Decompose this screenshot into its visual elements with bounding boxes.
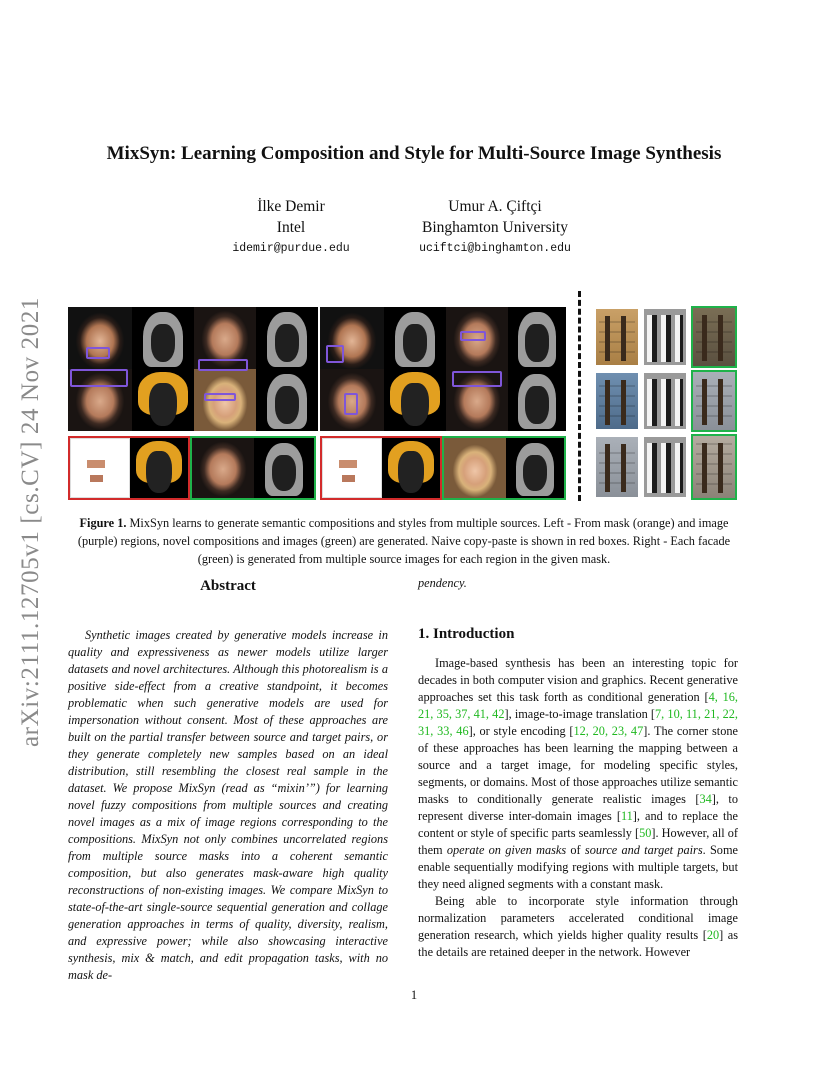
image-region-box [344, 393, 358, 415]
text-run: ], to represent diverse inter-domain images [ [418, 792, 738, 823]
arxiv-stamp [14, 282, 48, 762]
copy-paste-result-frame [320, 436, 442, 500]
generated-result-frame [190, 436, 316, 500]
abstract-continuation: pendency. [418, 576, 467, 590]
copy-paste-image [322, 438, 382, 498]
text-run: ], image-to-image translation [ [504, 707, 656, 721]
author-email: idemir@purdue.edu [232, 242, 350, 255]
facade-source [596, 309, 638, 365]
text-run: ] as the details are retained deeper in the network. However [418, 928, 738, 959]
citation-link[interactable]: 50 [639, 826, 652, 840]
generated-facade [693, 372, 735, 430]
text-run: ]. The corner stone of these approaches has been learning the mapping between a source and a target image, for modeling specific styles, segments, or domains. Most of those approaches utilize semantic masks to conditionally generate realistic images [ [418, 724, 738, 806]
citation-link[interactable]: 7, 10, 11, 21, 22, 31, 33, 46 [418, 707, 738, 738]
image-region-box [460, 331, 486, 341]
image-region-box [204, 393, 236, 401]
face-mask [508, 307, 566, 369]
generated-facade [693, 436, 735, 498]
paper-title: MixSyn: Learning Composition and Style for Multi-Source Image Synthesis [106, 143, 722, 164]
left-column [68, 575, 388, 984]
text-run: of [566, 843, 585, 857]
text-run: Being able to incorporate style information through normalization parameters accelerated conditional image generation research, which yields higher quality results [ [418, 894, 738, 942]
generated-face [192, 438, 254, 498]
generated-facade [693, 308, 735, 366]
facade-mask [644, 309, 686, 365]
intro-heading: 1. Introduction [418, 626, 515, 642]
facade-mask [644, 437, 686, 497]
intro-paragraph-1 [418, 655, 738, 893]
figure-divider [578, 291, 581, 501]
generated-facade-frame [691, 306, 737, 368]
face-mask [256, 307, 318, 369]
abstract-body: Synthetic images created by generative models increase in quality and expressiveness as newer models utilize larger datasets and novel architectures. Although this photorealism is a positive side-effect from a creative standpoint, it becomes problematic when such generative models are used for impersonation without consent. Most of these approaches are built on the partial transfer between source and target pairs, or they generate completely new samples based on an ideal distribution, still resembling the closest real sample in the dataset. We propose MixSyn (read as “mixin’”) for learning novel fuzzy compositions from multiple sources and creating novel images as a mix of image regions corresponding to the compositions. MixSyn not only combines uncorrelated regions from multiple source masks into a coherent semantic composition, but also generates mask-aware high quality reconstructions of non-existing images. We compare MixSyn to state-of-the-art single-source sequential generation and collage generation approaches in terms of quality, diversity, realism, and expressive power; while also showcasing interactive synthesis, mix & match, and edit propagation tasks, with no mask de- [68, 628, 388, 982]
generated-facade-frame [691, 434, 737, 500]
arxiv-id: arXiv:2111.12705v1 [cs.CV] 24 Nov 2021 [17, 296, 45, 748]
facade-source [596, 373, 638, 429]
text-run: . Some enable sequentially modifying regions with multiple targets, but they need aligned segments with a constant mask. [418, 843, 738, 891]
facade-mask [644, 373, 686, 429]
text-run: ]. However, all of them [418, 826, 739, 857]
generated-face [444, 438, 506, 498]
face-photo [68, 307, 132, 369]
generated-facade-frame [691, 370, 737, 432]
face-mask [132, 369, 194, 431]
generated-mask [506, 438, 564, 498]
face-mask [384, 369, 446, 431]
author-block-2 [392, 196, 598, 255]
emphasis: operate on given masks [446, 843, 567, 857]
face-mask [384, 307, 446, 369]
author-email: uciftci@binghamton.edu [419, 242, 571, 255]
page-number: 1 [410, 988, 418, 1002]
figure-caption-text: MixSyn learns to generate semantic compositions and styles from multiple sources. Left - From mask (orange) and image (purple) regions, novel compositions and images (green) are generated. Naive copy-paste is shown in red boxes. Right - Each facade (green) is generated from multiple source images for each region in the given mask. [77, 516, 731, 566]
emphasis: source and target pairs [584, 843, 703, 857]
generated-result-frame [442, 436, 566, 500]
image-region-box [452, 371, 502, 387]
face-mask [508, 369, 566, 431]
composition-mask [130, 438, 188, 498]
image-region-box [198, 359, 248, 371]
author-name: Umur A. Çiftçi [448, 198, 542, 215]
face-mask [132, 307, 194, 369]
copy-paste-image [70, 438, 130, 498]
right-column [418, 575, 738, 961]
generated-mask [254, 438, 314, 498]
author-affiliation: Binghamton University [422, 219, 568, 236]
text-run: ], or style encoding [ [468, 724, 574, 738]
author-name: İlke Demir [257, 198, 325, 215]
image-region-box [86, 347, 110, 359]
composition-mask [382, 438, 440, 498]
author-block-1 [200, 196, 382, 255]
facade-source [596, 437, 638, 497]
text-run: ], and to replace the content or style of specific parts seamlessly [ [418, 809, 738, 840]
figure-caption [68, 514, 740, 568]
citation-link[interactable]: 4, 16, 21, 35, 37, 41, 42 [418, 690, 738, 721]
text-run: Image-based synthesis has been an interesting topic for decades in both computer vision and graphics. Recent generative approaches set this task forth as conditional generation [ [418, 656, 738, 704]
intro-paragraph-2 [418, 893, 738, 961]
image-region-box [70, 369, 128, 387]
citation-link[interactable]: 34 [699, 792, 712, 806]
citation-link[interactable]: 12, 20, 23, 47 [573, 724, 644, 738]
copy-paste-result-frame [68, 436, 190, 500]
figure-label: Figure 1. [79, 516, 127, 530]
figure-1-image [68, 303, 738, 501]
abstract-heading: Abstract [200, 578, 256, 594]
citation-link[interactable]: 20 [706, 928, 720, 942]
face-mask [256, 369, 318, 431]
image-region-box [326, 345, 344, 363]
citation-link[interactable]: 11 [620, 809, 633, 823]
author-affiliation: Intel [276, 219, 306, 236]
